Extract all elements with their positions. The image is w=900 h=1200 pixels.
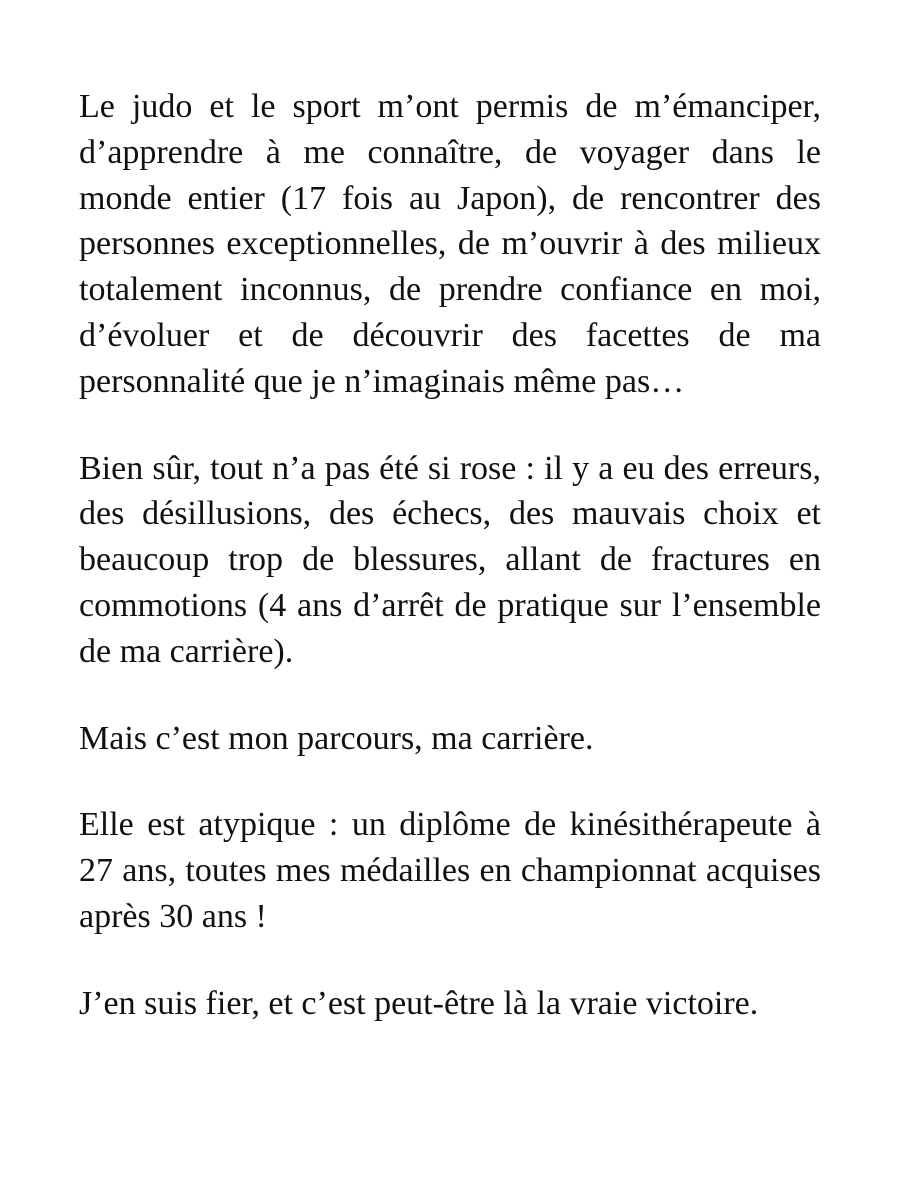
paragraph-atypical-career: Elle est atypique : un diplôme de kinésithérapeute à 27 ans, toutes mes médailles en championnat acquises après 30 ans ! [79, 806, 821, 935]
paragraph-difficulties: Bien sûr, tout n’a pas été si rose : il y a eu des erreurs, des désillusions, des échecs, des mauvais choix et beaucoup trop de blessures, allant de fractures en commotions (4 ans d’arrêt de pratique sur l’ensemble de ma carrière). [79, 449, 821, 670]
paragraph-judo-emancipation: Le judo et le sport m’ont permis de m’émanciper, d’apprendre à me connaître, de voyager dans le monde entier (17 fois au Japon), de rencontrer des personnes exceptionnelles, de m’ouvrir à des milieux totalement inconnus, de prendre confiance en moi, d’évoluer et de découvrir des facettes de ma personnalité que je n’imaginais même pas… [79, 88, 821, 400]
document-page [79, 84, 821, 1027]
paragraph-my-path: Mais c’est mon parcours, ma carrière. [79, 719, 594, 757]
paragraph-true-victory: J’en suis fier, et c’est peut-être là la vraie victoire. [79, 984, 759, 1022]
